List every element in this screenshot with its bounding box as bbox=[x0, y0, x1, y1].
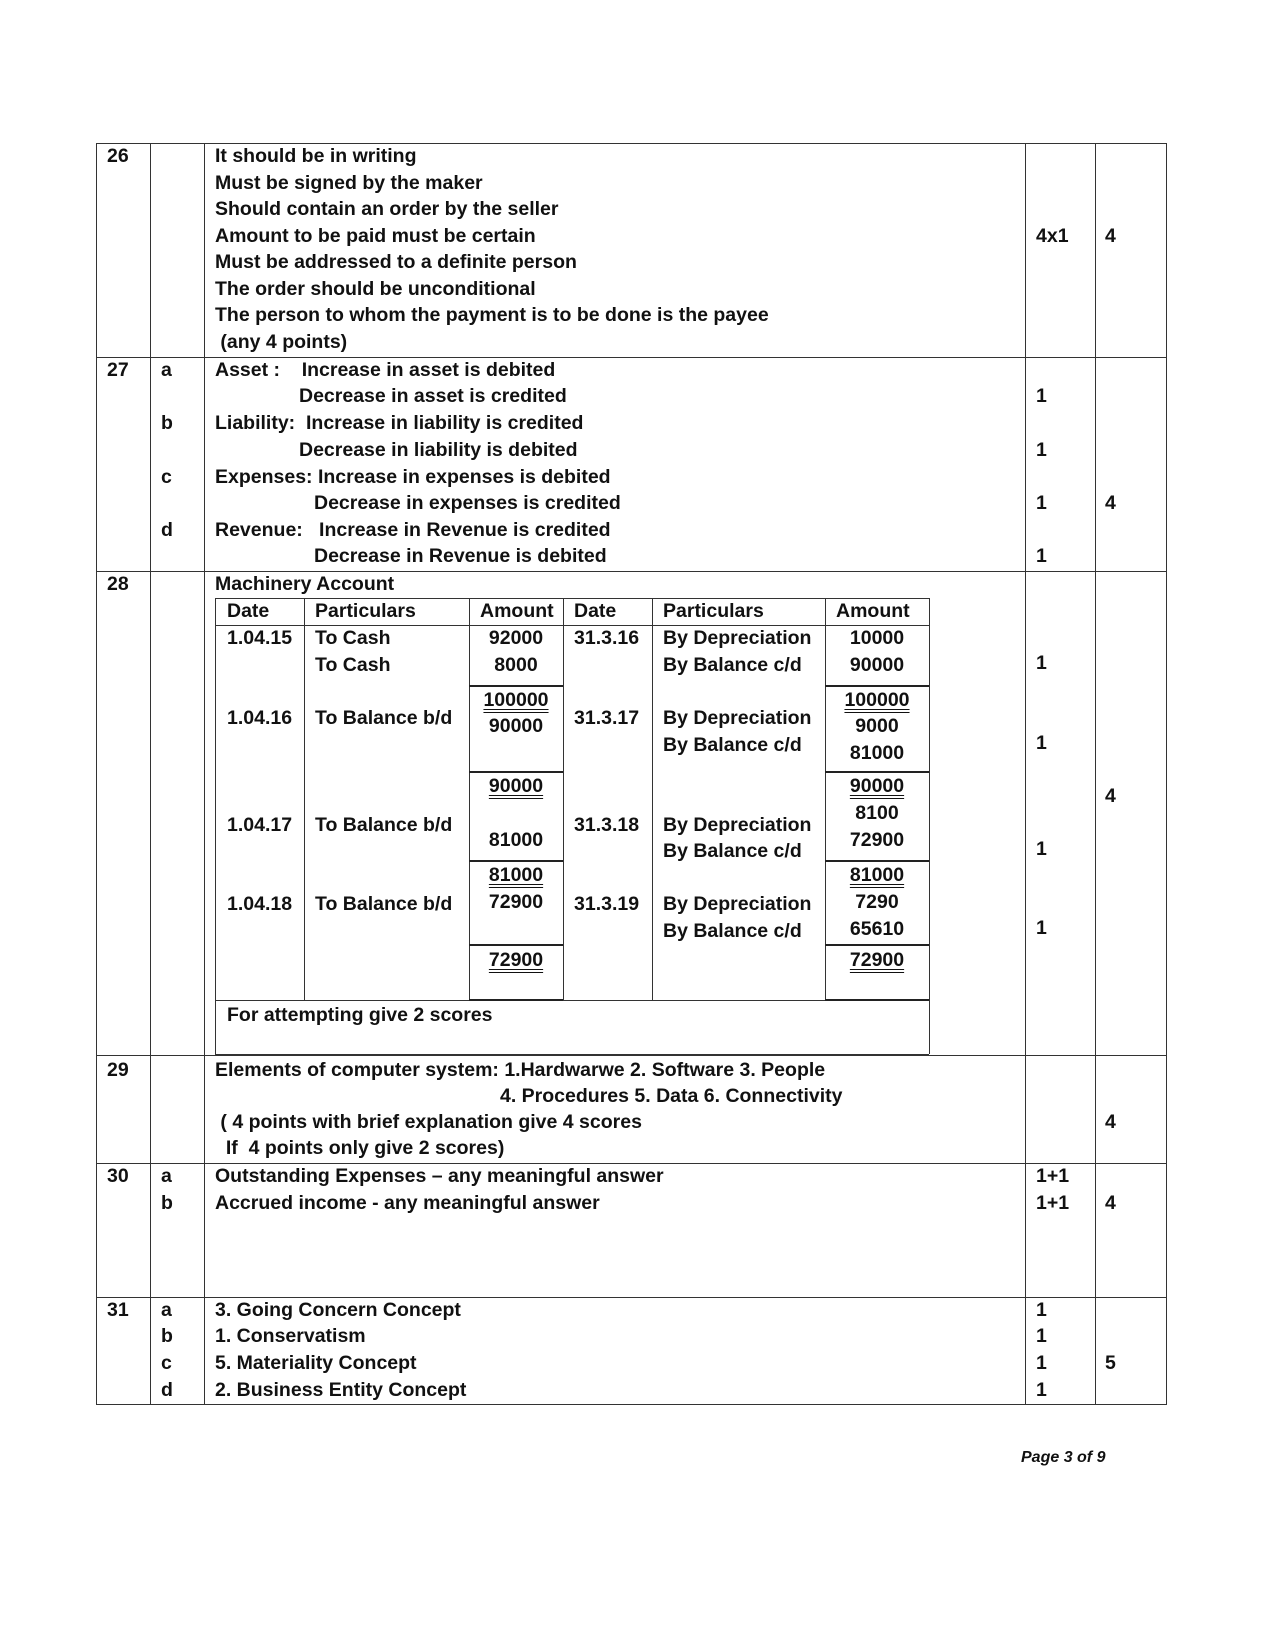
mark: 1 bbox=[1036, 492, 1047, 514]
mark-split: 4x1 bbox=[1036, 225, 1069, 247]
mark: 1 bbox=[1036, 545, 1047, 567]
answer-line: 1. Conservatism bbox=[215, 1325, 366, 1347]
credit-amount: 10000 bbox=[849, 627, 905, 649]
ledger-border-left bbox=[215, 598, 216, 1054]
credit-amount: 9000 bbox=[855, 715, 899, 737]
answer-line: 2. Business Entity Concept bbox=[215, 1379, 467, 1401]
part-label: a bbox=[161, 1165, 172, 1187]
ledger-col-divider bbox=[652, 598, 653, 1000]
answer-line: Decrease in asset is credited bbox=[299, 385, 567, 407]
total-marks: 4 bbox=[1105, 785, 1116, 807]
debit-total: 90000 bbox=[488, 775, 544, 797]
mark: 1 bbox=[1036, 732, 1047, 754]
mark: 1 bbox=[1036, 1379, 1047, 1401]
total-rule bbox=[469, 944, 563, 946]
total-marks: 5 bbox=[1105, 1352, 1116, 1374]
ledger-border-right bbox=[929, 598, 930, 1054]
credit-particular: By Depreciation bbox=[663, 627, 812, 649]
answer-line: Accrued income - any meaningful answer bbox=[215, 1192, 600, 1214]
credit-total: 72900 bbox=[849, 949, 905, 971]
credit-amount: 81000 bbox=[849, 742, 905, 764]
total-marks: 4 bbox=[1105, 225, 1116, 247]
debit-date: 1.04.18 bbox=[227, 893, 293, 915]
total-rule bbox=[825, 944, 929, 946]
ledger-col-divider bbox=[304, 598, 305, 1000]
part-label: b bbox=[161, 1192, 173, 1214]
part-label: b bbox=[161, 1325, 173, 1347]
header-amount: Amount bbox=[836, 600, 910, 622]
debit-particular: To Cash bbox=[315, 654, 391, 676]
credit-particular: By Balance c/d bbox=[663, 734, 802, 756]
table-border-left bbox=[96, 143, 97, 1405]
answer-line: It should be in writing bbox=[215, 145, 417, 167]
answer-line: 5. Materiality Concept bbox=[215, 1352, 417, 1374]
table-divider-part bbox=[150, 143, 151, 1405]
part-label: d bbox=[161, 519, 173, 541]
answer-line: Decrease in Revenue is debited bbox=[314, 545, 607, 567]
answer-line: 4. Procedures 5. Data 6. Connectivity bbox=[500, 1085, 843, 1107]
credit-amount: 72900 bbox=[849, 829, 905, 851]
credit-amount: 90000 bbox=[849, 654, 905, 676]
table-border-bottom bbox=[96, 1404, 1167, 1405]
header-date: Date bbox=[227, 600, 270, 622]
credit-amount: 7290 bbox=[855, 891, 899, 913]
ledger-border-bottom bbox=[215, 1054, 929, 1055]
mark: 1 bbox=[1036, 439, 1047, 461]
mark: 1+1 bbox=[1036, 1192, 1070, 1214]
credit-total: 81000 bbox=[849, 864, 905, 886]
total-marks: 4 bbox=[1105, 1192, 1116, 1214]
mark: 1 bbox=[1036, 1299, 1047, 1321]
mark: 1 bbox=[1036, 385, 1047, 407]
part-label: a bbox=[161, 1299, 172, 1321]
part-label: d bbox=[161, 1379, 173, 1401]
answer-line: The order should be unconditional bbox=[215, 278, 536, 300]
credit-amount: 8100 bbox=[855, 802, 899, 824]
debit-total: 100000 bbox=[483, 689, 549, 711]
debit-amount: 90000 bbox=[488, 715, 544, 737]
answer-line: Expenses: Increase in expenses is debited bbox=[215, 466, 611, 488]
ledger-title: Machinery Account bbox=[215, 573, 395, 595]
answer-line: Liability: Increase in liability is credited bbox=[215, 412, 584, 434]
question-number: 31 bbox=[107, 1299, 129, 1321]
total-rule bbox=[469, 999, 563, 1001]
answer-line: ( 4 points with brief explanation give 4 scores bbox=[215, 1111, 642, 1133]
credit-date: 31.3.16 bbox=[574, 627, 640, 649]
debit-amount: 8000 bbox=[494, 654, 538, 676]
mark: 1 bbox=[1036, 1352, 1047, 1374]
credit-particular: By Balance c/d bbox=[663, 840, 802, 862]
debit-total: 72900 bbox=[488, 949, 544, 971]
mark: 1 bbox=[1036, 917, 1047, 939]
debit-particular: To Balance b/d bbox=[315, 893, 453, 915]
table-divider-answer bbox=[204, 143, 205, 1405]
part-label: a bbox=[161, 359, 172, 381]
answer-line: Must be signed by the maker bbox=[215, 172, 483, 194]
question-number: 28 bbox=[107, 573, 129, 595]
credit-particular: By Balance c/d bbox=[663, 654, 802, 676]
header-date: Date bbox=[574, 600, 617, 622]
mark: 1+1 bbox=[1036, 1165, 1070, 1187]
answer-line: Should contain an order by the seller bbox=[215, 198, 559, 220]
table-divider-total bbox=[1095, 143, 1096, 1405]
total-marks: 4 bbox=[1105, 1111, 1116, 1133]
credit-date: 31.3.18 bbox=[574, 814, 640, 836]
header-particulars: Particulars bbox=[315, 600, 416, 622]
mark: 1 bbox=[1036, 1325, 1047, 1347]
question-number: 30 bbox=[107, 1165, 129, 1187]
answer-line: Elements of computer system: 1.Hardwarwe 2. Software 3. People bbox=[215, 1059, 826, 1081]
credit-total: 90000 bbox=[849, 775, 905, 797]
answer-line: Outstanding Expenses – any meaningful answer bbox=[215, 1165, 664, 1187]
debit-total: 81000 bbox=[488, 864, 544, 886]
answer-line: Revenue: Increase in Revenue is credited bbox=[215, 519, 611, 541]
table-divider-split bbox=[1025, 143, 1026, 1405]
credit-total: 100000 bbox=[844, 689, 910, 711]
credit-particular: By Balance c/d bbox=[663, 920, 802, 942]
answer-line: (any 4 points) bbox=[215, 331, 348, 353]
debit-amount: 92000 bbox=[488, 627, 544, 649]
scoring-note: For attempting give 2 scores bbox=[227, 1004, 493, 1026]
answer-line: If 4 points only give 2 scores) bbox=[215, 1137, 505, 1159]
debit-particular: To Cash bbox=[315, 627, 391, 649]
debit-amount: 81000 bbox=[488, 829, 544, 851]
question-number: 26 bbox=[107, 145, 129, 167]
credit-date: 31.3.17 bbox=[574, 707, 640, 729]
debit-date: 1.04.16 bbox=[227, 707, 293, 729]
debit-amount: 72900 bbox=[488, 891, 544, 913]
answer-line: Amount to be paid must be certain bbox=[215, 225, 536, 247]
part-label: b bbox=[161, 412, 173, 434]
credit-particular: By Depreciation bbox=[663, 893, 812, 915]
debit-date: 1.04.17 bbox=[227, 814, 293, 836]
answer-line: Decrease in expenses is credited bbox=[314, 492, 621, 514]
answer-line: The person to whom the payment is to be done is the payee bbox=[215, 304, 769, 326]
answer-line: Asset : Increase in asset is debited bbox=[215, 359, 556, 381]
answer-line: Must be addressed to a definite person bbox=[215, 251, 577, 273]
answer-line: 3. Going Concern Concept bbox=[215, 1299, 461, 1321]
answer-line: Decrease in liability is debited bbox=[299, 439, 578, 461]
credit-amount: 65610 bbox=[849, 918, 905, 940]
part-label: c bbox=[161, 1352, 172, 1374]
table-border-right bbox=[1166, 143, 1167, 1405]
question-number: 29 bbox=[107, 1059, 129, 1081]
header-amount: Amount bbox=[480, 600, 554, 622]
page-number: Page 3 of 9 bbox=[1021, 1449, 1106, 1466]
debit-date: 1.04.15 bbox=[227, 627, 293, 649]
row-divider bbox=[96, 1055, 1167, 1056]
mark: 1 bbox=[1036, 838, 1047, 860]
ledger-col-divider bbox=[563, 598, 564, 1000]
question-number: 27 bbox=[107, 359, 129, 381]
part-label: c bbox=[161, 466, 172, 488]
credit-particular: By Depreciation bbox=[663, 814, 812, 836]
debit-particular: To Balance b/d bbox=[315, 707, 453, 729]
total-rule bbox=[825, 999, 929, 1001]
header-particulars: Particulars bbox=[663, 600, 764, 622]
total-marks: 4 bbox=[1105, 492, 1116, 514]
debit-particular: To Balance b/d bbox=[315, 814, 453, 836]
credit-date: 31.3.19 bbox=[574, 893, 640, 915]
ledger-rule bbox=[215, 1000, 929, 1001]
mark: 1 bbox=[1036, 652, 1047, 674]
credit-particular: By Depreciation bbox=[663, 707, 812, 729]
